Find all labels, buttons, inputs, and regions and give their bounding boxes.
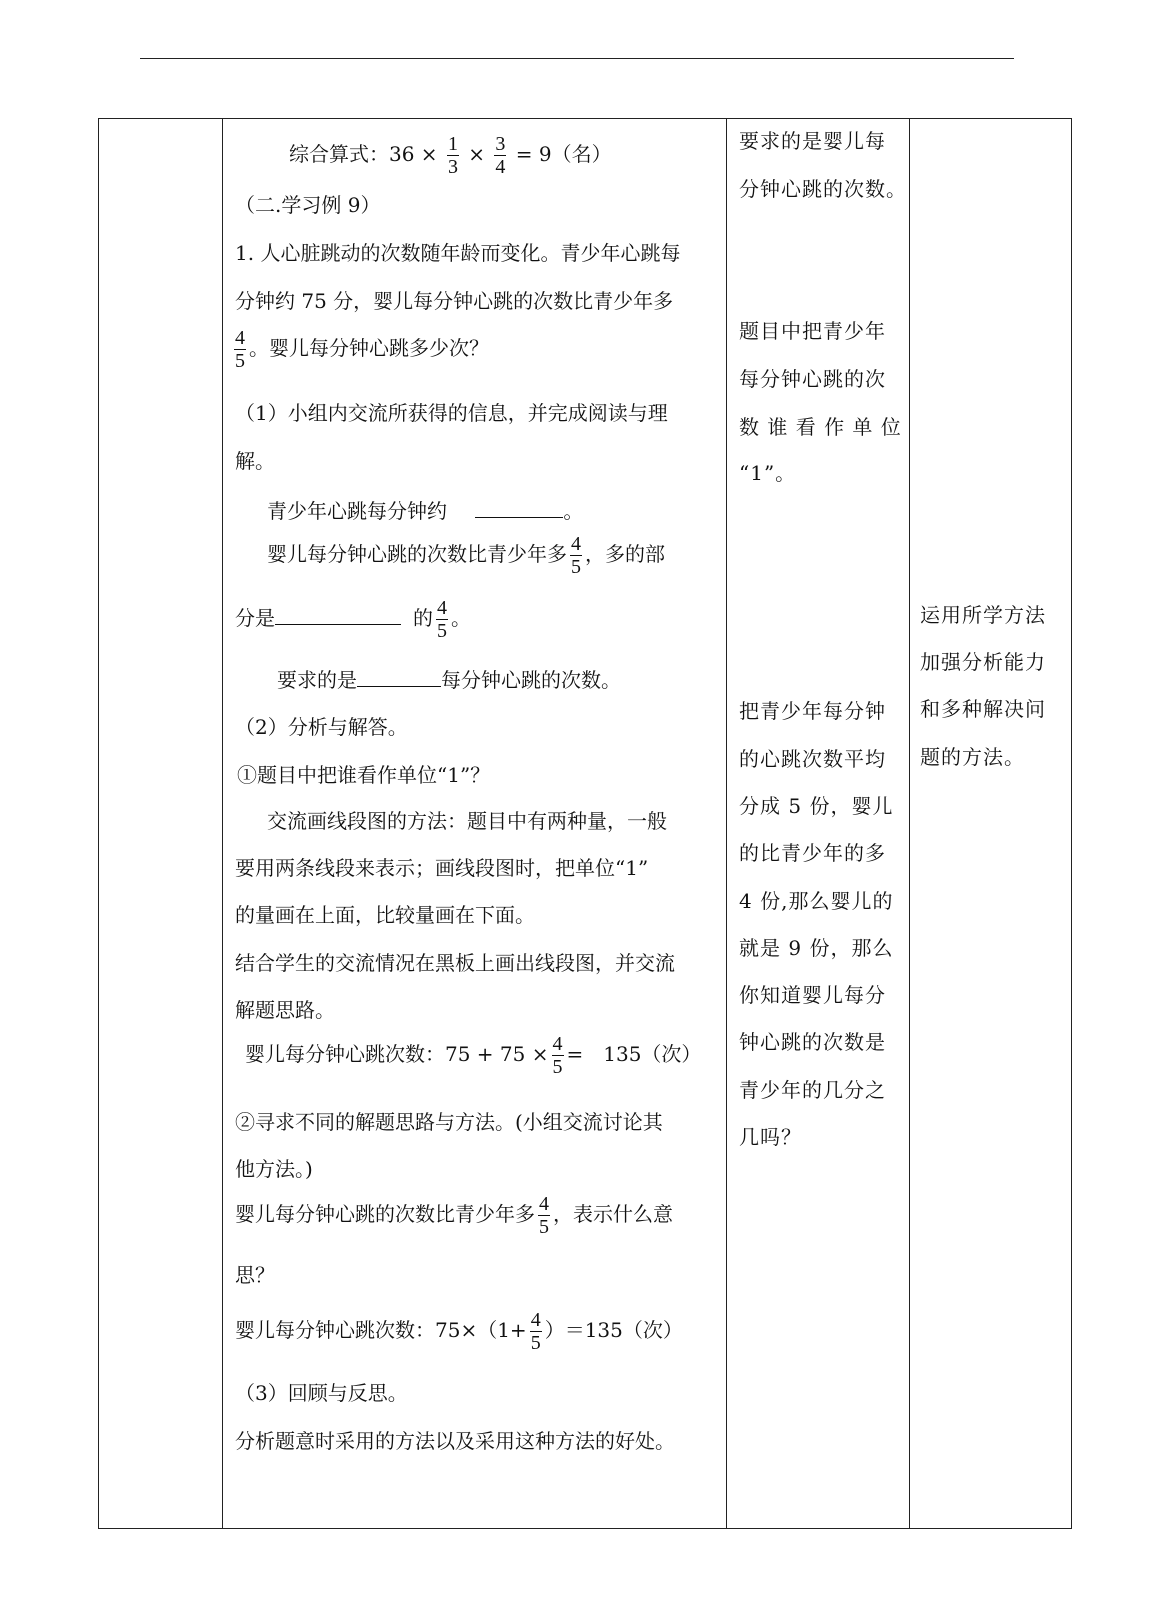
- note-text: 4 份,那么婴儿的: [739, 889, 894, 913]
- fill-blank-line: 青少年心跳每分钟约 。: [267, 499, 584, 523]
- intent-text: 题的方法。: [920, 745, 1025, 769]
- note-text: 要求的是婴儿每: [739, 129, 886, 153]
- fraction: $\frac{4}{5}$: [552, 1033, 563, 1078]
- question-text: ①题目中把谁看作单位“1”？: [237, 763, 491, 787]
- method-text: 的量画在上面，比较量画在下面。: [235, 903, 535, 927]
- problem-text: $\frac{4}{5}$ 。婴儿每分钟心跳多少次？: [235, 327, 489, 372]
- note-text: 题目中把青少年: [739, 319, 886, 343]
- question-text: 思？: [235, 1263, 275, 1287]
- fraction: $\frac{3}{4}$: [495, 133, 506, 178]
- intent-text: 和多种解决问: [920, 697, 1046, 721]
- fraction: $\frac{4}{5}$: [571, 533, 581, 578]
- question-text: ②寻求不同的解题思路与方法。(小组交流讨论其: [235, 1110, 663, 1134]
- answer-blank: [275, 604, 401, 625]
- note-text: 每分钟心跳的次: [739, 367, 886, 391]
- question-text: 婴儿每分钟心跳的次数比青少年多 $\frac{4}{5}$ ，表示什么意: [235, 1193, 673, 1238]
- design-intent-column: [910, 119, 1072, 1529]
- calculation: 婴儿每分钟心跳次数：75×（1+ $\frac{4}{5}$ ）＝135（次）: [235, 1309, 683, 1354]
- step-text: （3）回顾与反思。: [235, 1381, 408, 1405]
- student-activity-column: [727, 119, 910, 1529]
- fraction: $\frac{4}{5}$: [530, 1309, 541, 1354]
- problem-text: 1. 人心脏跳动的次数随年龄而变化。青少年心跳每: [235, 241, 681, 265]
- answer-blank: [357, 666, 441, 687]
- step-text: 解。: [235, 449, 275, 473]
- problem-text: 分钟约 75 分，婴儿每分钟心跳的次数比青少年多: [235, 289, 674, 313]
- note-text: 把青少年每分钟: [739, 699, 886, 723]
- section-title: （二.学习例 9）: [235, 193, 381, 217]
- step-text: （1）小组内交流所获得的信息，并完成阅读与理: [235, 401, 668, 425]
- header-rule: [140, 58, 1014, 59]
- answer-blank: [475, 497, 563, 518]
- fill-blank-line: 要求的是 每分钟心跳的次数。: [277, 668, 621, 692]
- note-text: 青少年的几分之: [739, 1078, 886, 1102]
- lesson-table: [98, 118, 1072, 1529]
- fraction: $\frac{4}{5}$: [437, 597, 447, 642]
- note-text: 就是 9 份，那么: [739, 936, 894, 960]
- reflection-text: 分析题意时采用的方法以及采用这种方法的好处。: [235, 1429, 675, 1453]
- method-text: 结合学生的交流情况在黑板上画出线段图，并交流: [235, 951, 675, 975]
- note-text: 的心跳次数平均: [739, 747, 886, 771]
- note-text: 的比青少年的多: [739, 841, 886, 865]
- fraction: $\frac{4}{5}$: [235, 327, 245, 372]
- fill-blank-line: 分是 的 $\frac{4}{5}$ 。: [235, 597, 471, 642]
- method-text: 交流画线段图的方法：题目中有两种量，一般: [267, 809, 667, 833]
- fill-blank-line: 婴儿每分钟心跳的次数比青少年多 $\frac{4}{5}$ ，多的部: [267, 533, 665, 578]
- stage-column: [99, 119, 223, 1529]
- note-text: “1”。: [739, 461, 797, 485]
- fraction: $\frac{1}{3}$: [447, 133, 458, 178]
- note-text: 数 谁 看 作 单 位: [739, 415, 902, 439]
- fraction: $\frac{4}{5}$: [539, 1193, 549, 1238]
- intent-text: 加强分析能力: [920, 650, 1046, 674]
- method-text: 要用两条线段来表示；画线段图时，把单位“1”: [235, 856, 649, 880]
- note-text: 你知道婴儿每分: [739, 983, 886, 1007]
- intent-text: 运用所学方法: [920, 603, 1046, 627]
- note-text: 分成 5 份，婴儿: [739, 794, 894, 818]
- note-text: 钟心跳的次数是: [739, 1030, 886, 1054]
- note-text: 几吗？: [739, 1125, 802, 1149]
- question-text: 他方法。): [235, 1157, 313, 1181]
- combined-formula: 综合算式：36 × $\frac{1}{3}$ × $\frac{3}{4}$ = 9（名）: [289, 133, 612, 178]
- method-text: 解题思路。: [235, 998, 335, 1022]
- note-text: 分钟心跳的次数。: [739, 177, 907, 201]
- calculation: 婴儿每分钟心跳次数：75 + 75 × $\frac{4}{5}$ = 135（次）: [245, 1033, 702, 1078]
- teaching-content-column: [223, 119, 727, 1529]
- step-text: （2）分析与解答。: [235, 715, 408, 739]
